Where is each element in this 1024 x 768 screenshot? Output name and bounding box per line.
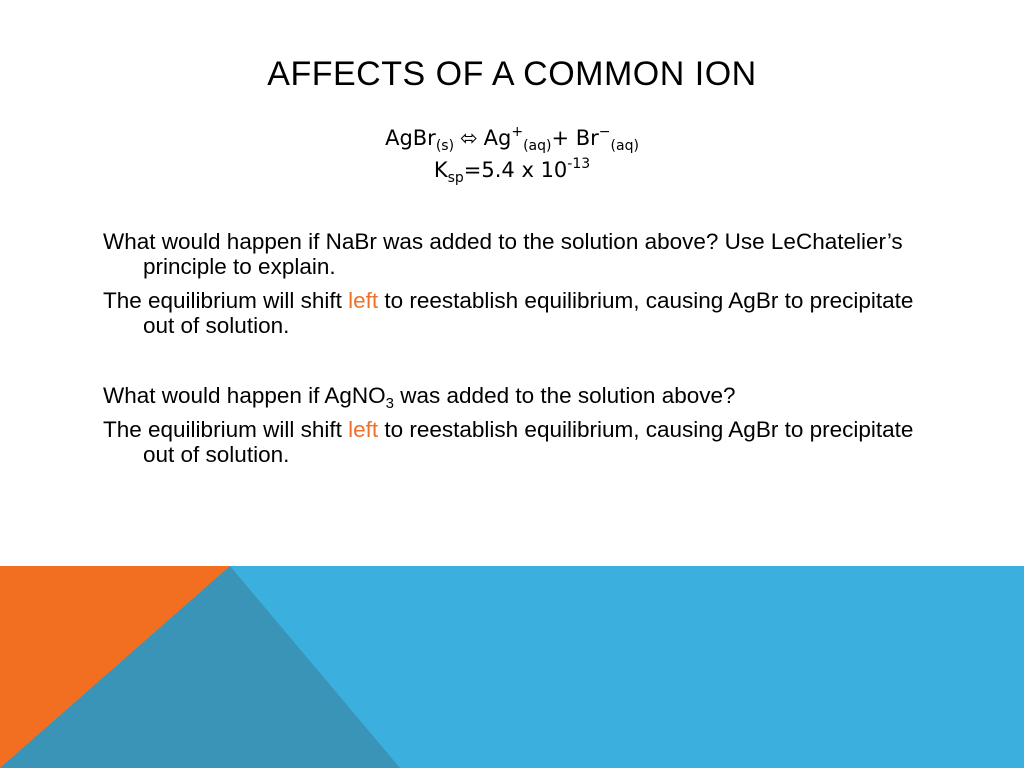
dissolution-equation	[0, 122, 1024, 154]
answer-1-start: The equilibrium will shift	[103, 288, 349, 313]
question-2-subscript: 3	[385, 395, 395, 412]
product-br-charge: −	[598, 124, 611, 140]
answer-2	[103, 417, 923, 467]
slide-title: AFFECTS OF A COMMON ION	[267, 55, 757, 93]
slide-body	[103, 229, 923, 467]
equilibrium-arrow-icon: ⬄	[460, 126, 478, 150]
ksp-subscript: sp	[447, 170, 464, 186]
answer-2-highlight: left	[348, 417, 379, 442]
equilibrium-formula	[0, 122, 1024, 186]
question-2-start: What would happen if AgNO	[103, 383, 386, 408]
ksp-value: =5.4 x 10	[463, 158, 568, 182]
answer-1-end: to reestablish equilibrium, causing AgBr to precipitate out of solution.	[143, 288, 914, 338]
product-br: + Br	[551, 126, 599, 150]
question-2-end: was added to the solution above?	[394, 383, 736, 408]
answer-2-start: The equilibrium will shift	[103, 417, 349, 442]
product-ag-state: (aq)	[523, 138, 552, 154]
product-ag-charge: +	[511, 124, 524, 140]
product-br-state: (aq)	[610, 138, 639, 154]
reactant-state: (s)	[435, 138, 455, 154]
answer-2-end: to reestablish equilibrium, causing AgBr to precipitate out of solution.	[143, 417, 914, 467]
answer-1	[103, 288, 923, 338]
product-ag: Ag	[483, 126, 512, 150]
ksp-line	[0, 154, 1024, 186]
question-2	[103, 383, 923, 412]
question-1: What would happen if NaBr was added to the solution above? Use LeChatelier’s principle to explain.	[103, 229, 903, 279]
ksp-symbol: K	[433, 158, 448, 182]
answer-1-highlight: left	[348, 288, 379, 313]
decorative-footer-band	[0, 566, 1024, 768]
ksp-exponent: -13	[567, 156, 591, 172]
reactant: AgBr	[385, 126, 436, 150]
